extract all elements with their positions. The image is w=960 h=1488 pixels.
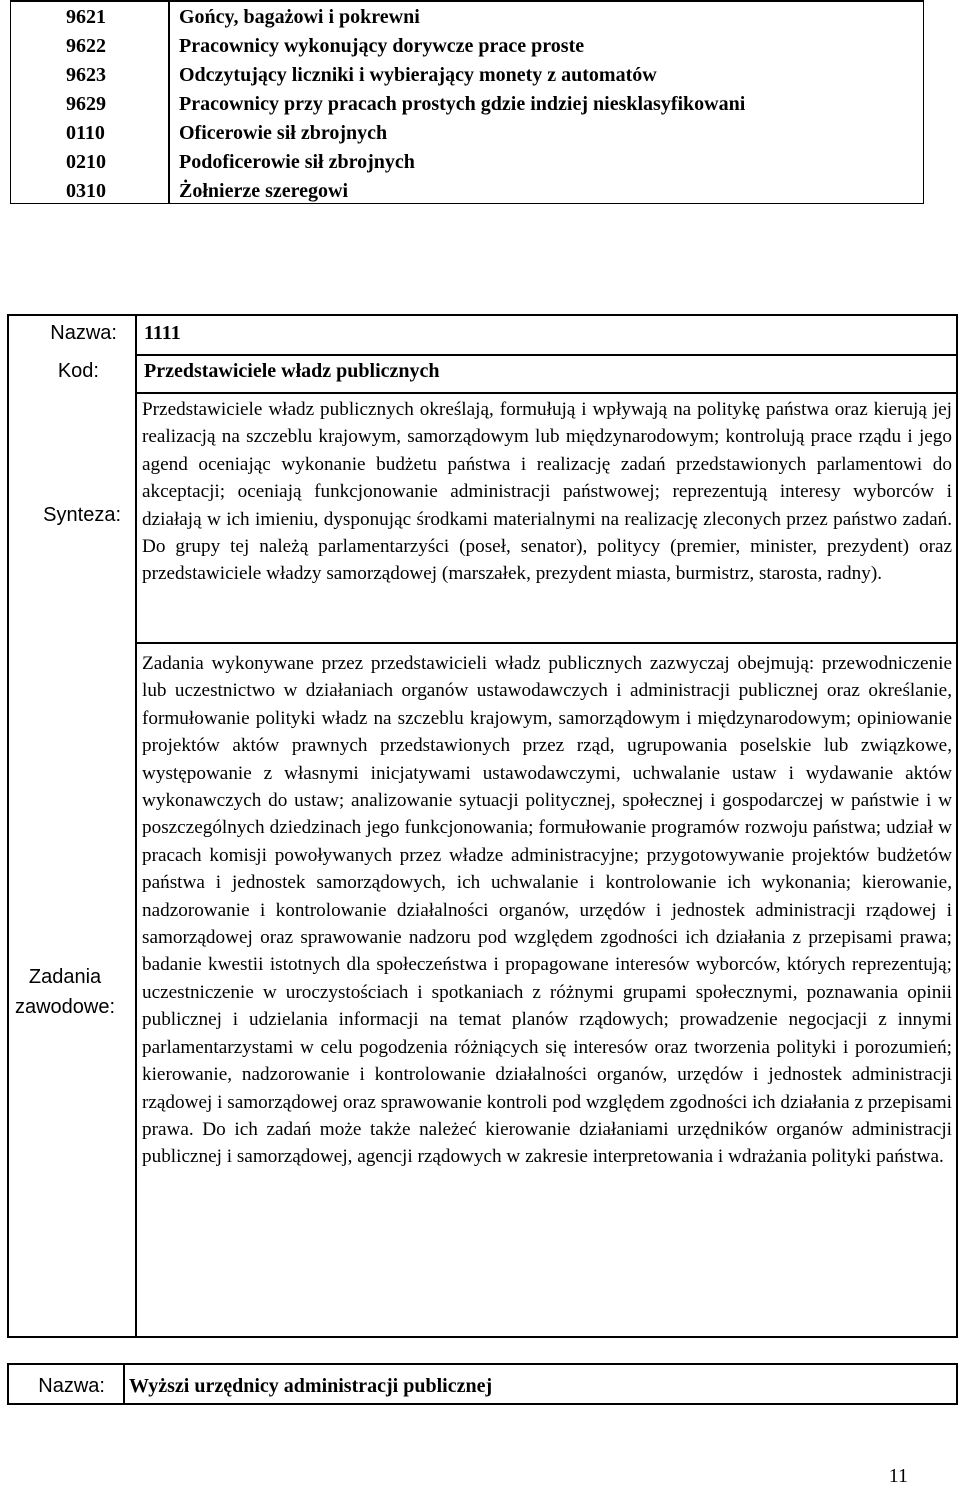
name-cell: Pracownicy wykonujący dorywcze prace proste: [179, 35, 585, 57]
code-cell: 0110: [66, 122, 105, 144]
tasks-text: Zadania wykonywane przez przedstawicieli władz publicznych zazwyczaj obejmują: przewodniczenie lub uczestnictwo w działaniach organów ustawodawczych i administracji publicznej oraz określanie, formułowanie polityki władz na szczeblu krajowym, samorządowym i międzynarodowym; opiniowanie projektów aktów prawnych przedstawionych przez rząd, ugrupowania poselskie lub związkowe, występowanie z własnymi inicjatywami ustawodawczymi, uchwalanie ustaw i wydawanie aktów wykonawczych do ustaw; analizowanie sytuacji politycznej, społecznej i gospodarczej w państwie i w poszczególnych dziedzinach jego funkcjonowania; formułowanie programów rozwoju państwa; udział w pracach komisji powoływanych przez władze administracyjne; przygotowywanie projektów budżetów państwa i jednostek samorządowych, ich uchwalanie i kontrolowanie ich wykonania; kierowanie, nadzorowanie i kontrolowanie działalności organów, urzędów i jednostek administracji rządowej i samorządowej oraz sprawowanie nadzoru pod względem zgodności ich działania z przepisami prawa; badanie kwestii istotnych dla społeczeństwa i propagowane interesów wyborców, których reprezentują; uczestniczenie w uroczystościach i spotkaniach z różnymi grupami społecznymi, poznawania opinii publicznej i udzielania informacji na temat planów rządowych; prowadzenie negocjacji z innymi parlamentarzystami w celu pogodzenia różniących się interesów oraz tworzenia polityki i porozumień; kierowanie, nadzorowanie i kontrolowanie działalności organów, urzędów i jednostek administracji rządowej i samorządowej oraz sprawowanie kontroli pod względem zgodności ich działania z przepisami prawa. Do ich zadań może także należeć kierowanie działaniami urzędników organów administracji publicznej i samorządowej, agencji rządowych w zakresie interpretowania i wdrażania polityki państwa.: [142, 653, 952, 1168]
name-value: 1111: [144, 322, 181, 344]
synthesis-text: Przedstawiciele władz publicznych określają, formułują i wpływają na politykę państwa oraz kierują jej realizacją na szczeblu krajowym, samorządowym lub międzynarodowym; kontrolują prace rządu i jego agend oceniając wykonanie budżetu państwa i realizację zadań przedstawionych parlamentowi do akceptacji; oceniają funkcjonowanie administracji państwowej; reprezentują interesy wyborców i działają w ich imieniu, dysponując środkami materialnymi na realizację zleconych przez państwo zadań. Do grupy tej należą parlamentarzyści (poseł, senator), politycy (premier, minister, prezydent) oraz przedstawiciele władzy samorządowej (marszałek, prezydent miasta, burmistrz, starosta, radny).: [142, 399, 952, 585]
name-cell: Odczytujący liczniki i wybierający monety z automatów: [179, 64, 657, 86]
tasks-label-line2: zawodowe:: [14, 996, 116, 1018]
code-cell: 9629: [66, 93, 106, 115]
table-row: [11, 61, 923, 90]
tasks-label: [9, 962, 121, 1022]
next-name-label: Nazwa:: [38, 1375, 105, 1397]
column-divider: [123, 1365, 125, 1403]
next-entry-row: [7, 1363, 958, 1405]
next-name-value: Wyższi urzędnicy administracji publicznej: [129, 1375, 493, 1397]
table-row: [11, 177, 923, 206]
occupation-table: [7, 314, 958, 1338]
code-value: Przedstawiciele władz publicznych: [144, 360, 440, 382]
tasks-label-line1: Zadania: [28, 966, 102, 988]
name-cell: Podoficerowie sił zbrojnych: [179, 151, 415, 173]
table-row: [11, 32, 923, 61]
row-divider: [135, 354, 956, 356]
code-cell: 0310: [66, 180, 106, 202]
column-divider: [135, 316, 137, 1336]
code-cell: 9623: [66, 64, 106, 86]
code-cell: 9622: [66, 35, 106, 57]
row-divider: [135, 642, 956, 644]
name-cell: Gońcy, bagażowi i pokrewni: [179, 6, 420, 28]
name-cell: Oficerowie sił zbrojnych: [179, 122, 388, 144]
code-table: [10, 0, 924, 204]
table-row: [11, 90, 923, 119]
page-number: 11: [888, 1465, 908, 1487]
code-cell: 0210: [66, 151, 106, 173]
row-divider: [135, 392, 956, 394]
table-row: [11, 119, 923, 148]
name-cell: Pracownicy przy pracach prostych gdzie indziej niesklasyfikowani: [179, 93, 746, 115]
table-row: [11, 3, 923, 32]
synthesis-label: Synteza:: [43, 504, 121, 526]
name-label: Nazwa:: [50, 322, 117, 344]
code-cell: 9621: [66, 6, 106, 28]
code-label: Kod:: [57, 360, 99, 382]
table-row: [11, 148, 923, 177]
name-cell: Żołnierze szeregowi: [179, 180, 349, 202]
